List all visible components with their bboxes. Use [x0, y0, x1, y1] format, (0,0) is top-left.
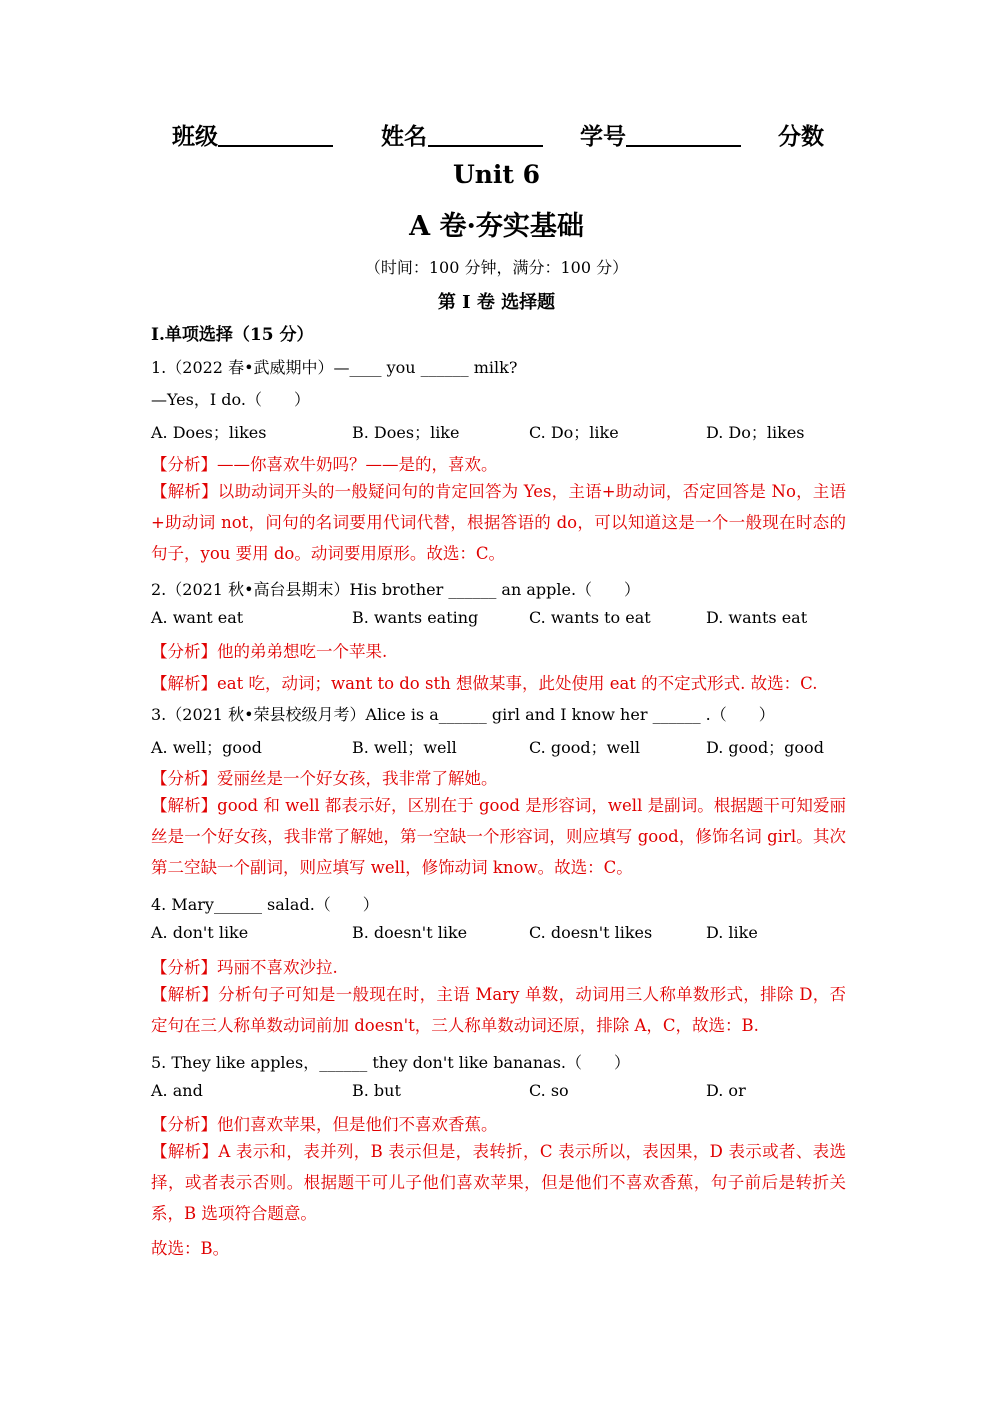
question-4-option-d[interactable]: D. like: [706, 923, 758, 942]
question-1-option-d[interactable]: D. Do；likes: [706, 423, 805, 442]
score-label: 分数: [778, 123, 824, 150]
question-5-analysis: 【分析】他们喜欢苹果，但是他们不喜欢香蕉。: [151, 1115, 498, 1134]
question-1-answer-line: —Yes，I do.（ ）: [151, 390, 310, 409]
question-3-option-d[interactable]: D. good；good: [706, 738, 824, 757]
question-1-option-c[interactable]: C. Do；like: [529, 423, 619, 442]
question-2-stem: 2.（2021 秋•高台县期末）His brother ______ an apple.（ ）: [151, 580, 641, 599]
question-3-option-a[interactable]: A. well；good: [151, 738, 262, 757]
question-1-option-a[interactable]: A. Does；likes: [151, 423, 267, 442]
question-4-option-a[interactable]: A. don't like: [151, 923, 249, 942]
question-1-stem: 1.（2022 春•武威期中）—____ you ______ milk?: [151, 358, 518, 377]
question-4-analysis: 【分析】玛丽不喜欢沙拉.: [151, 958, 338, 977]
question-3-option-c[interactable]: C. good；well: [529, 738, 640, 757]
question-3-option-b[interactable]: B. well；well: [352, 738, 457, 757]
section-title: I.单项选择（15 分）: [151, 325, 314, 345]
question-4-option-b[interactable]: B. doesn't like: [352, 923, 468, 942]
question-5-option-d[interactable]: D. or: [706, 1081, 746, 1100]
question-5-option-c[interactable]: C. so: [529, 1081, 569, 1100]
question-3-stem: 3.（2021 秋•荣县校级月考）Alice is a______ girl and I know her ______ .（ ）: [151, 705, 775, 724]
class-blank[interactable]: [218, 145, 333, 147]
question-1-explanation: 【解析】以助动词开头的一般疑问句的肯定回答为 Yes，主语+助动词，否定回答是 No，主语+助动词 not，问句的名词要用代词代替，根据答语的 do，可以知道这是一个一般现在时态的句子，you 要用 do。动词要用原形。故选：C。: [151, 482, 846, 563]
question-4-stem: 4. Mary______ salad.（ ）: [151, 895, 379, 914]
student-id-label: 学号: [580, 123, 626, 150]
question-4-explanation: 【解析】分析句子可知是一般现在时，主语 Mary 单数，动词用三人称单数形式，排除 D，否定句在三人称单数动词前加 doesn't，三人称单数动词还原，排除 A，C，故选：B.: [151, 985, 846, 1035]
question-5-explanation: 【解析】A 表示和，表并列，B 表示但是，表转折，C 表示所以，表因果，D 表示或者、表选择，或者表示否则。根据题干可儿子他们喜欢苹果，但是他们不喜欢香蕉，句子前后是转折关系，B 选项符合题意。: [151, 1142, 846, 1223]
question-2-explanation: 【解析】eat 吃，动词；want to do sth 想做某事，此处使用 eat 的不定式形式. 故选：C.: [151, 674, 818, 693]
question-4-option-c[interactable]: C. doesn't likes: [529, 923, 653, 942]
question-2-option-a[interactable]: A. want eat: [151, 608, 244, 627]
question-3-explanation: 【解析】good 和 well 都表示好，区别在于 good 是形容词，well 是副词。根据题干可知爱丽丝是一个好女孩，我非常了解她，第一空缺一个形容词，则应填写 good，修饰名词 girl。其次第二空缺一个副词，则应填写 well，修饰动词 know。故选：C。: [151, 796, 846, 877]
unit-title: Unit 6: [452, 160, 541, 189]
name-blank[interactable]: [428, 145, 543, 147]
class-label: 班级: [172, 123, 218, 150]
question-5-conclusion: 故选：B。: [151, 1239, 230, 1258]
question-5-option-a[interactable]: A. and: [151, 1081, 203, 1100]
paper-title: A 卷·夯实基础: [409, 211, 584, 242]
name-label: 姓名: [381, 123, 427, 150]
question-1-analysis: 【分析】——你喜欢牛奶吗？——是的，喜欢。: [151, 455, 498, 474]
question-2-analysis: 【分析】他的弟弟想吃一个苹果.: [151, 642, 388, 661]
question-5-option-b[interactable]: B. but: [352, 1081, 401, 1100]
question-2-option-d[interactable]: D. wants eat: [706, 608, 808, 627]
question-3-analysis: 【分析】爱丽丝是一个好女孩，我非常了解她。: [151, 769, 498, 788]
question-2-option-b[interactable]: B. wants eating: [352, 608, 479, 627]
part-title: 第 I 卷 选择题: [437, 292, 556, 313]
question-1-option-b[interactable]: B. Does；like: [352, 423, 460, 442]
time-note: （时间：100 分钟，满分：100 分）: [364, 258, 629, 277]
question-5-stem: 5. They like apples，______ they don't like bananas.（ ）: [151, 1053, 630, 1072]
question-2-option-c[interactable]: C. wants to eat: [529, 608, 651, 627]
student-id-blank[interactable]: [626, 145, 741, 147]
